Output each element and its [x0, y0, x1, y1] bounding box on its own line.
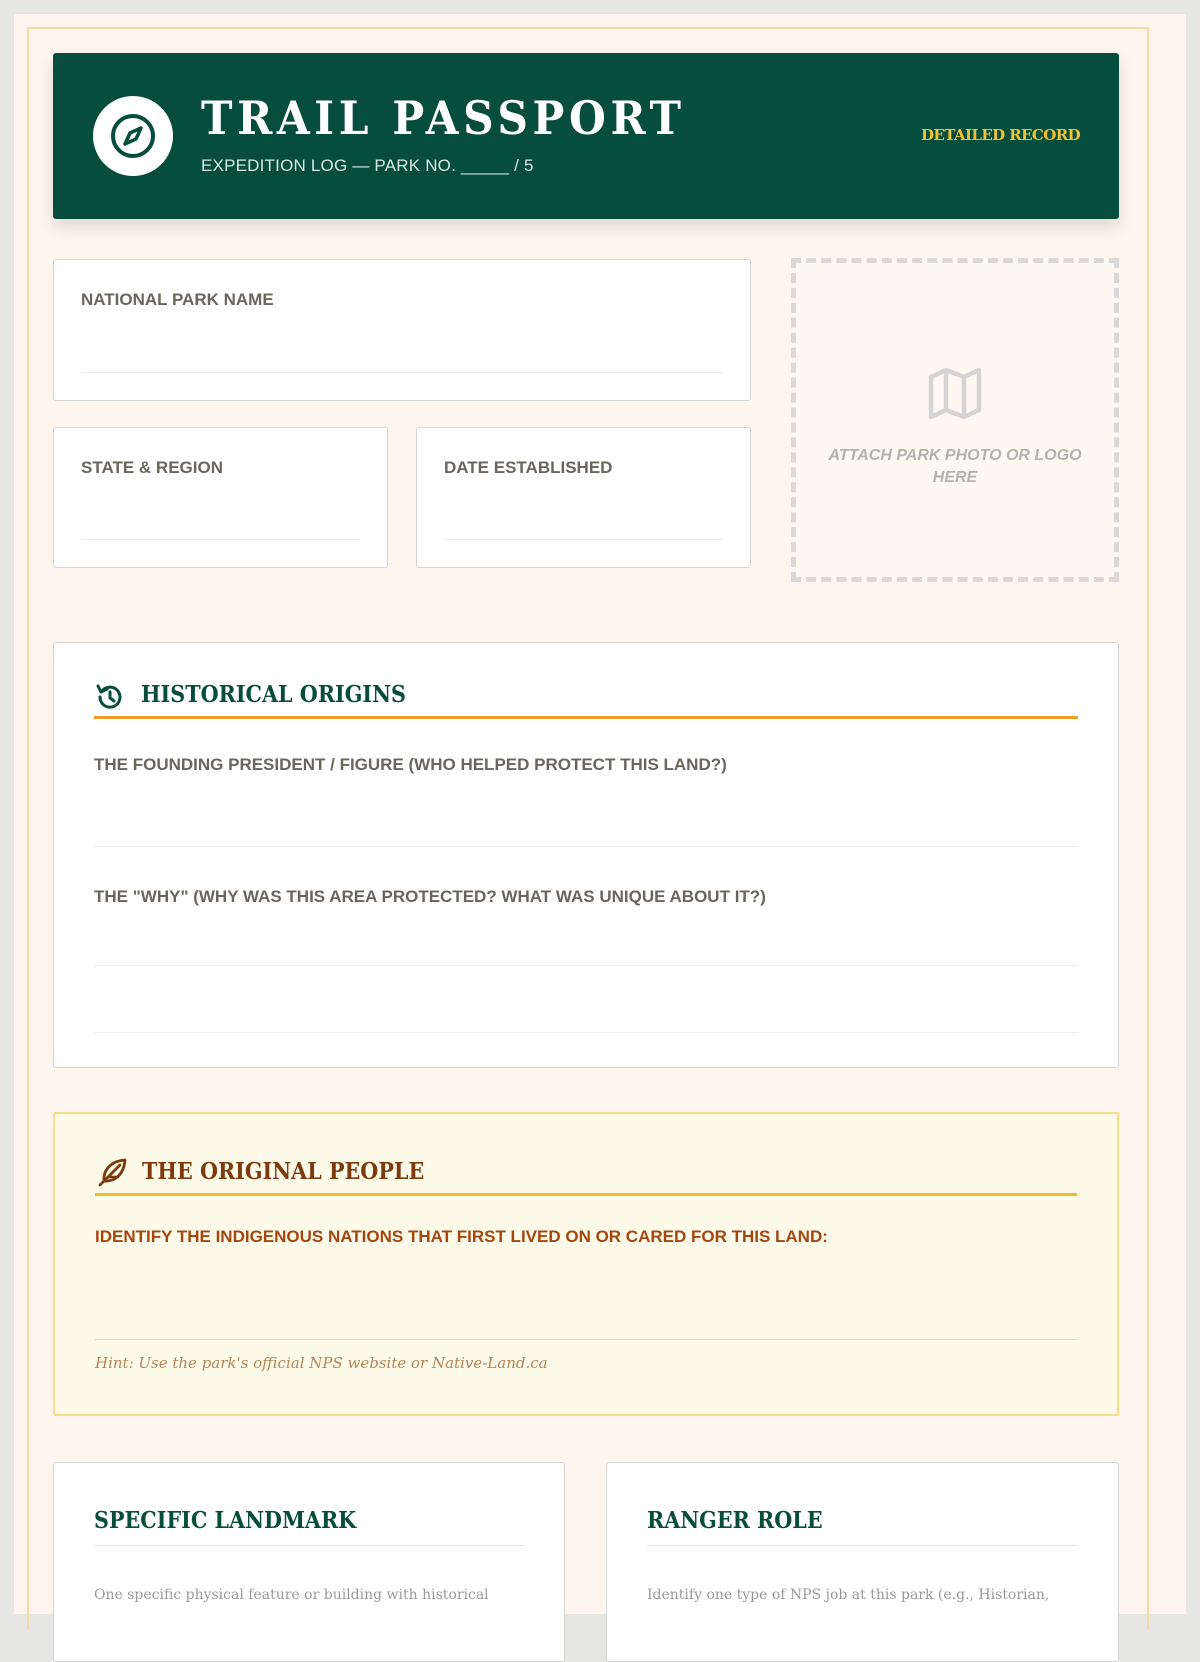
- why-protected-label: THE "WHY" (WHY WAS THIS AREA PROTECTED? WHAT WAS UNIQUE ABOUT IT?): [94, 887, 766, 906]
- section-title: HISTORICAL ORIGINS: [141, 681, 406, 708]
- historical-origins-header: [94, 673, 1078, 719]
- state-region-field[interactable]: [53, 427, 388, 568]
- original-people-card: [53, 1112, 1119, 1416]
- landmark-description: One specific physical feature or building with historical: [94, 1587, 489, 1603]
- original-people-header: [95, 1150, 1077, 1196]
- park-name-field[interactable]: [53, 259, 751, 401]
- state-region-label: STATE & REGION: [81, 458, 223, 477]
- feather-icon: [95, 1156, 129, 1190]
- photo-placeholder-text: ATTACH PARK PHOTO OR LOGO HERE: [828, 447, 1082, 486]
- section-title: THE ORIGINAL PEOPLE: [142, 1158, 425, 1185]
- page-subtitle: EXPEDITION LOG — PARK NO. _____ / 5: [201, 156, 534, 175]
- logo-badge: [93, 96, 173, 176]
- map-icon: [927, 365, 983, 421]
- founding-figure-label: THE FOUNDING PRESIDENT / FIGURE (WHO HELPED PROTECT THIS LAND?): [94, 755, 727, 774]
- landmark-title: SPECIFIC LANDMARK: [94, 1507, 357, 1534]
- historical-origins-card: [53, 642, 1119, 1068]
- founding-figure-line[interactable]: [94, 846, 1078, 847]
- indigenous-nations-line[interactable]: [95, 1339, 1077, 1340]
- ranger-divider: [647, 1545, 1078, 1546]
- park-name-line: [81, 372, 723, 373]
- ranger-title: RANGER ROLE: [647, 1507, 823, 1534]
- section-divider: [95, 1193, 1077, 1196]
- date-established-label: DATE ESTABLISHED: [444, 458, 613, 477]
- photo-drop-zone[interactable]: [791, 258, 1119, 582]
- section-divider: [94, 716, 1078, 719]
- state-region-line: [81, 539, 360, 540]
- why-protected-line-1[interactable]: [94, 965, 1078, 966]
- date-established-field[interactable]: [416, 427, 751, 568]
- landmark-divider: [94, 1545, 524, 1546]
- ranger-description: Identify one type of NPS job at this park (e.g., Historian,: [647, 1587, 1050, 1603]
- compass-icon: [108, 111, 158, 161]
- history-icon: [94, 681, 126, 713]
- passport-header: [53, 53, 1119, 219]
- specific-landmark-card: [53, 1462, 565, 1662]
- ranger-role-card: [606, 1462, 1119, 1662]
- date-established-line: [444, 539, 723, 540]
- record-badge: DETAILED RECORD: [920, 126, 1080, 144]
- why-protected-line-2[interactable]: [94, 1032, 1078, 1033]
- park-name-label: NATIONAL PARK NAME: [81, 290, 274, 309]
- page-title: TRAIL PASSPORT: [201, 91, 686, 145]
- indigenous-nations-label: IDENTIFY THE INDIGENOUS NATIONS THAT FIRST LIVED ON OR CARED FOR THIS LAND:: [95, 1227, 828, 1246]
- hint-text: Hint: Use the park's official NPS website or Native-Land.ca: [95, 1354, 548, 1372]
